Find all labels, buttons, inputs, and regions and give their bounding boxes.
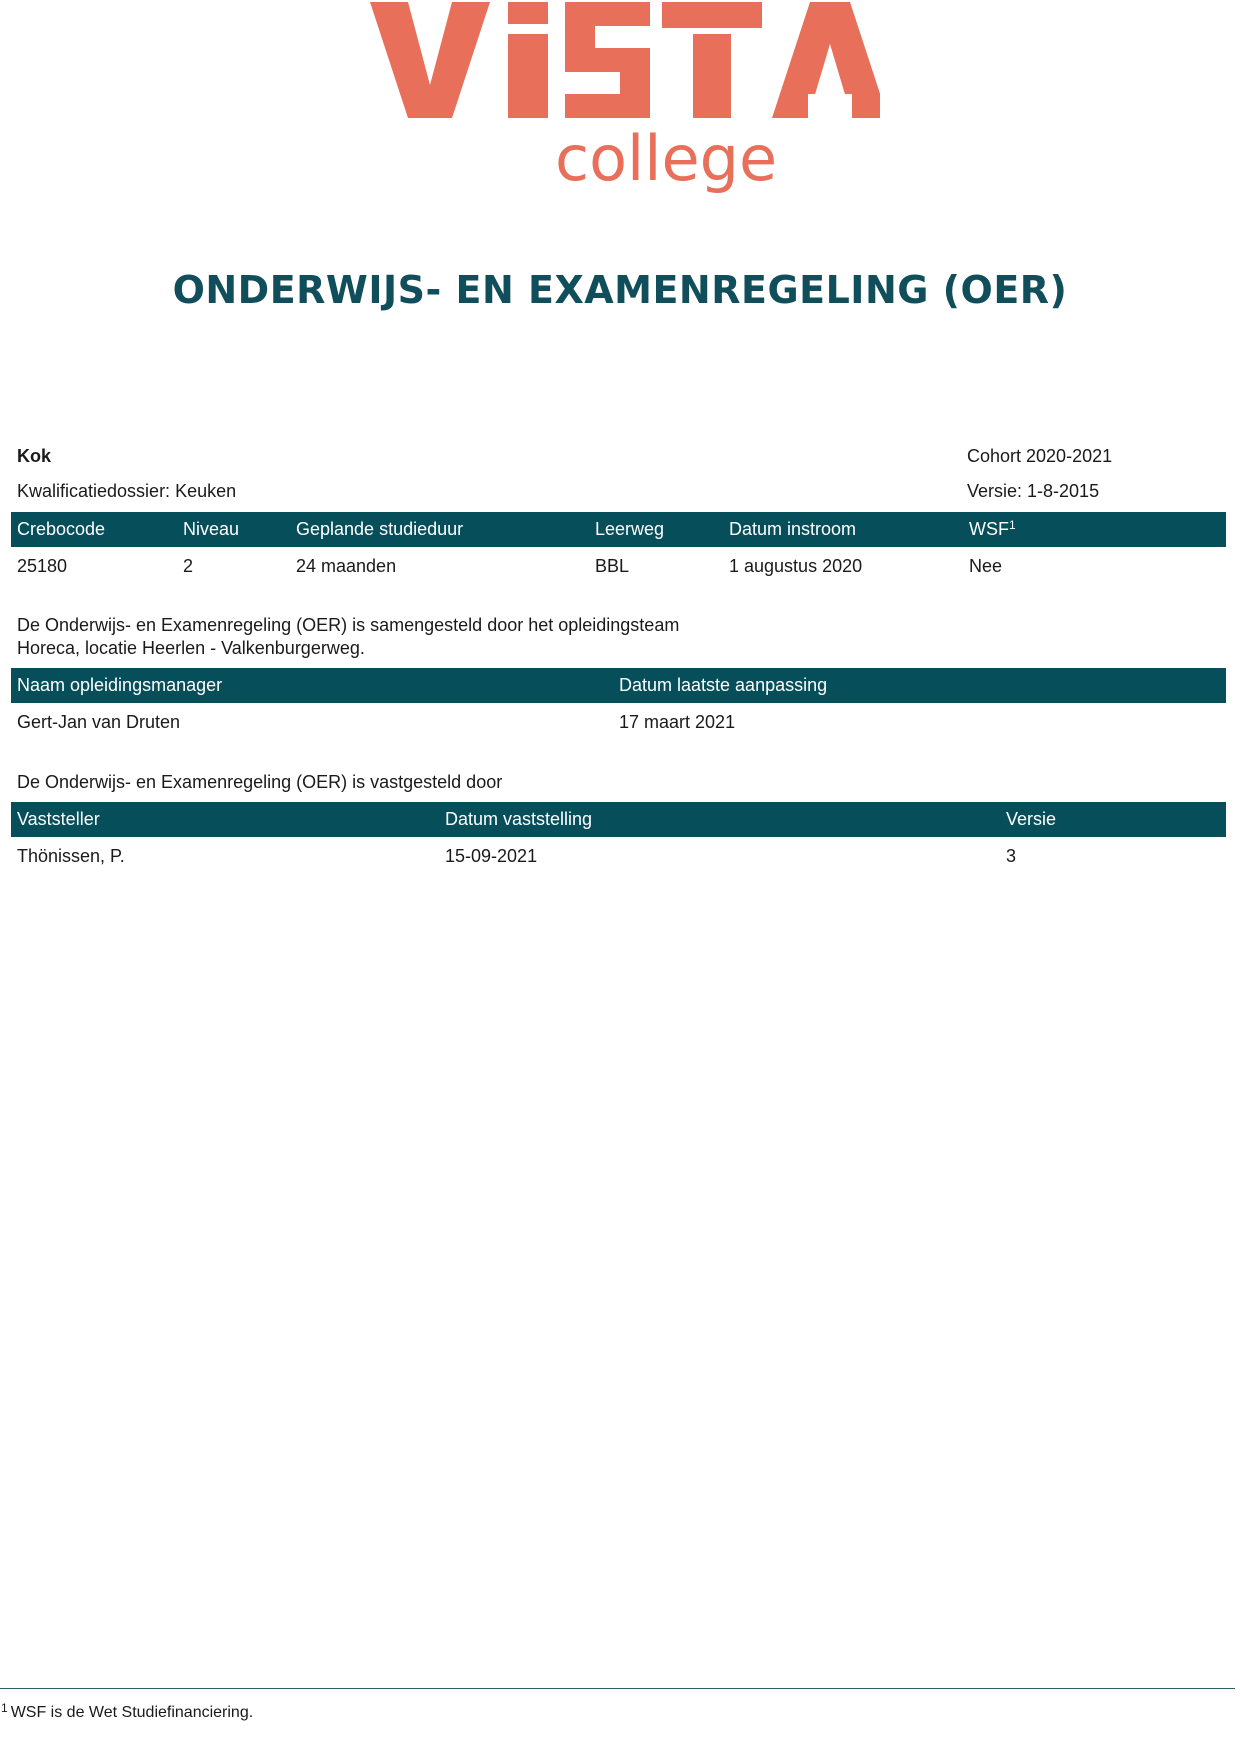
document-title: ONDERWIJS- EN EXAMENREGELING (OER) (172, 268, 1068, 312)
composed-by-line-1: De Onderwijs- en Examenregeling (OER) is samengesteld door het opleidingsteam (17, 615, 680, 635)
header-wsf (969, 519, 1016, 540)
header-wsf-label: WSF (969, 519, 1009, 539)
established-by-text: De Onderwijs- en Examenregeling (OER) is vastgesteld door (17, 772, 503, 792)
datum-vaststelling-value: 15-09-2021 (445, 846, 538, 866)
programme-table-header (11, 512, 1226, 547)
qualification-file: Kwalificatiedossier: Keuken (17, 481, 237, 501)
programme-name: Kok (17, 446, 52, 466)
cohort-label: Cohort 2020-2021 (967, 446, 1113, 466)
header-vaststeller: Vaststeller (17, 809, 100, 829)
composed-by-line-2: Horeca, locatie Heerlen - Valkenburgerweg. (17, 638, 365, 658)
studieduur-value: 24 maanden (296, 556, 397, 576)
header-opleidingsmanager: Naam opleidingsmanager (17, 675, 223, 695)
footnote-mark: 1 (1, 1701, 8, 1715)
established-table-header (11, 802, 1226, 837)
svg-text:college: college (555, 122, 778, 195)
footnote-text: WSF is de Wet Studiefinanciering. (10, 1704, 254, 1721)
vista-college-logo (360, 0, 880, 210)
header-laatste-aanpassing: Datum laatste aanpassing (619, 675, 828, 695)
header-studieduur: Geplande studieduur (296, 519, 464, 539)
datum-instroom-value: 1 augustus 2020 (729, 556, 863, 576)
versie-value: 3 (1006, 846, 1017, 866)
last-modified-date: 17 maart 2021 (619, 712, 736, 732)
manager-name: Gert-Jan van Druten (17, 712, 181, 732)
header-versie: Versie (1006, 809, 1057, 829)
footnote-divider (0, 1688, 1235, 1689)
header-datum-vaststelling: Datum vaststelling (445, 809, 593, 829)
manager-table-header (11, 668, 1226, 703)
version-label: Versie: 1-8-2015 (967, 481, 1100, 501)
leerweg-value: BBL (595, 556, 630, 576)
header-leerweg: Leerweg (595, 519, 665, 539)
niveau-value: 2 (183, 556, 194, 576)
crebocode-value: 25180 (17, 556, 68, 576)
header-crebocode: Crebocode (17, 519, 106, 539)
wsf-footnote-mark: 1 (1009, 518, 1016, 532)
composed-by-text (17, 614, 679, 660)
header-datum-instroom: Datum instroom (729, 519, 857, 539)
header-niveau: Niveau (183, 519, 240, 539)
wsf-value: Nee (969, 556, 1003, 576)
vaststeller-value: Thönissen, P. (17, 846, 125, 866)
footnote (1, 1701, 254, 1722)
